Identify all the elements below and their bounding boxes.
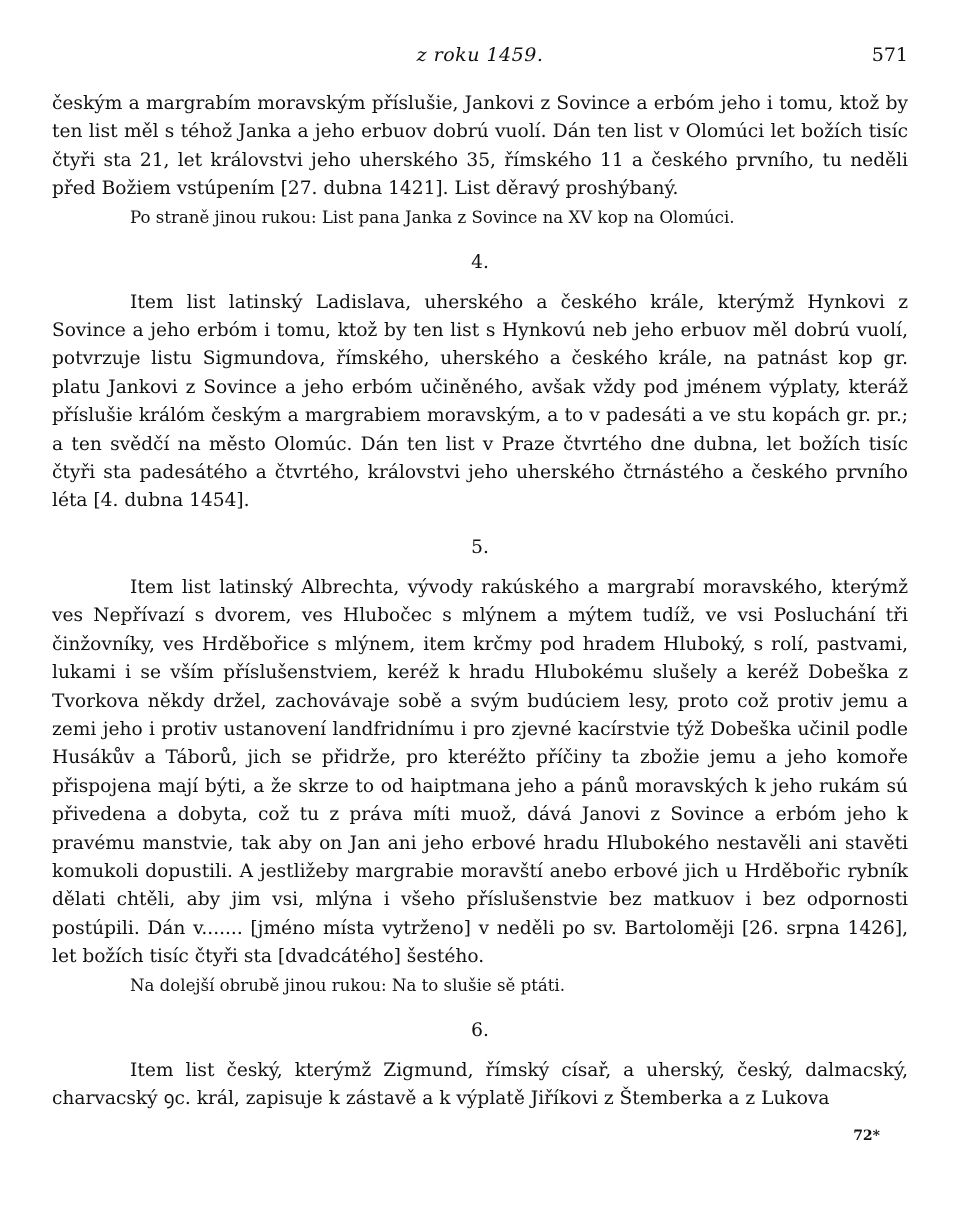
intro-note: Po straně jinou rukou: List pana Janka z Sovince na XV kop na Olomúci. — [130, 207, 735, 227]
section-6-paragraph: Item list český, kterýmž Zigmund, římský císař, a uherský, český, dalmacský, charvacský ꝯc. král, zapisuje k zástavě a k výplatě Jiříkovi z Štemberka a z Lukova — [52, 1059, 908, 1109]
section-5-note: Na dolejší obrubě jinou rukou: Na to slušie sě ptáti. — [130, 975, 566, 995]
intro-paragraph: českým a margrabím moravským příslušie, Jankovi z Sovince a erbóm jeho i tomu, ktož by ten list měl s téhož Janka a jeho erbuov dobrú vuolí. Dán ten list v Olomúci let božích tisíc čtyři sta 21, let královstvi jeho uherského 35, římského 11 a českého prvního, tu neděli před Božiem vstúpením [27. dubna 1421]. List děravý proshýbaný. — [52, 93, 908, 200]
signature-mark: 72* — [853, 1128, 880, 1144]
section-5-paragraph: Item list latinský Albrechta, vývody rakúského a margrabí moravského, kterýmž ves Nepřívazí s dvorem, ves Hlubočec s mlýnem a mýtem tudíž, ve vsi Posluchání tři činžovníky, ves Hrděbořice s mlýnem, item krčmy pod hradem Hluboký, s rolí, pastvami, lukami i se vším příslušenstviem, keréž k hradu Hlubokému slušely a keréž Dobeška z Tvorkova někdy držel, zachovávaje sobě a svým budúciem lesy, proto což protiv jemu a zemi jeho i protiv ustanovení landfridnímu i pro zjevné kacírstvie týž Dobeška učinil podle Husákův a Táborů, jich se přidrže, pro kteréžto příčiny ta zbožie jemu a jeho komoře přispojena mají býti, a že skrze to od haiptmana jeho a pánů moravských k jeho rukám sú přivedena a dobyta, což tu z práva míti muož, dává Janovi z Sovince a erbóm jeho k pravému manstvie, tak aby on Jan ani jeho erbové hradu Hlubokého nestavěli ani stavěti komukoli dopustili. A jestližeby margrabie moravští anebo erbové jich u Hrděbořic rybník dělati chtěli, aby jim vsi, mlýna i všeho příslušenstvie bez matkuov i bez odpornosti postúpili. Dán v....... [jméno místa vytrženo] v neděli po sv. Bartoloměji [26. srpna 1426], let božích tisíc čtyři sta [dvadcátého] šestého. — [52, 576, 908, 968]
page-body — [52, 90, 908, 1113]
section-4-paragraph: Item list latinský Ladislava, uherského a českého krále, kterýmž Hynkovi z Sovince a jeho erbóm i tomu, ktož by ten list s Hynkovú neb jeho erbuov měl dobrú vuolí, potvrzuje listu Sigmundova, římského, uherského a českého krále, na patnást kop gr. platu Jankovi z Sovince a jeho erbóm učiněného, avšak vždy pod jménem výplaty, kteráž příslušie králóm českým a margrabiem moravským, a to v padesáti a ve stu kopách gr. pr.; a ten svědčí na město Olomúc. Dán ten list v Praze čtvrtého dne dubna, let božích tisíc čtyři sta padesátého a čtvrtého, královstvi jeho uherského čtrnástého a českého prvního léta [4. dubna 1454]. — [52, 291, 908, 512]
page-number: 571 — [871, 44, 908, 66]
section-number-6: 6. — [471, 1019, 489, 1041]
section-number-5: 5. — [471, 536, 489, 558]
running-title: z roku 1459. — [416, 44, 544, 66]
section-number-4: 4. — [471, 251, 489, 273]
page-header — [52, 44, 908, 74]
